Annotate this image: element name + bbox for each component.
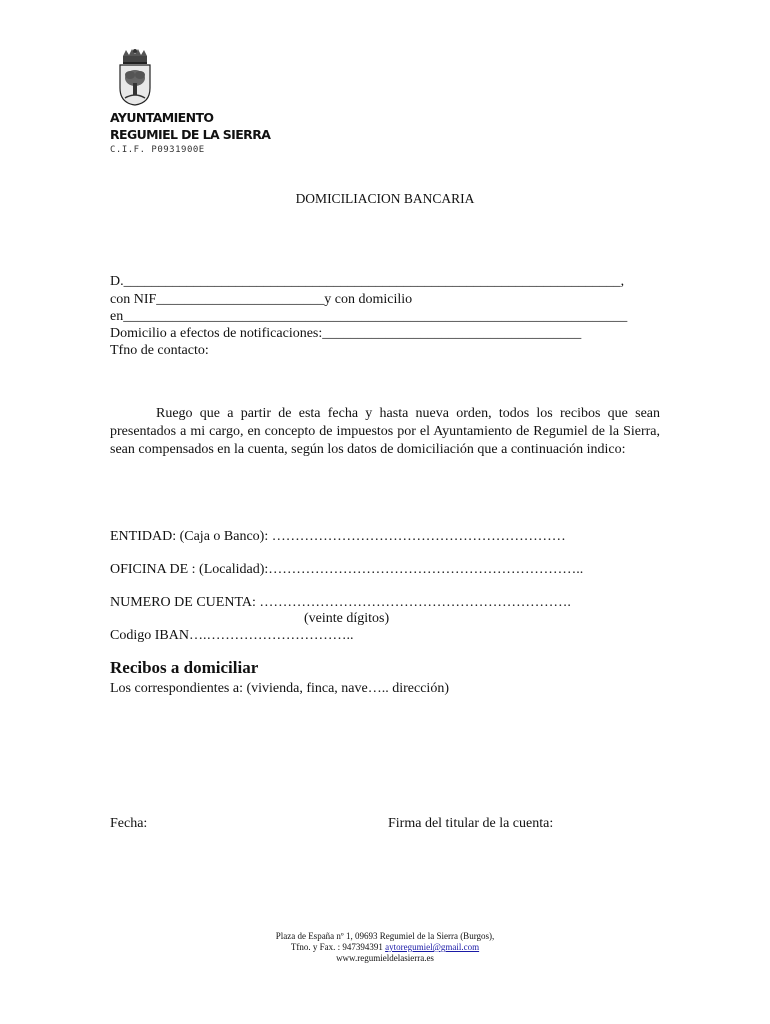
notification-address-field: Domicilio a efectos de notificaciones:_____________________________________ — [110, 326, 582, 341]
account-digits-note: (veinte dígitos) — [304, 611, 390, 626]
recibos-heading: Recibos a domiciliar — [110, 658, 259, 677]
footer-contact — [0, 942, 770, 953]
nif-field: ________________________ — [156, 292, 325, 307]
document-title: DOMICILIACION BANCARIA — [295, 191, 475, 206]
org-name-line2: REGUMIEL DE LA SIERRA — [110, 127, 271, 142]
request-paragraph-text: Ruego que a partir de esta fecha y hasta nueva orden, todos los recibos que sean presentados a mi cargo, en concepto de impuestos por el Ayuntamiento de Regumiel de la Sierra, sean compensados en la cuenta, según los datos de domiciliación que a continuación indico: — [110, 406, 660, 457]
cif-number: C.I.F. P0931900E — [110, 145, 205, 155]
footer-address: Plaza de España nº 1, 09693 Regumiel de la Sierra (Burgos), — [275, 931, 495, 941]
bank-office-field: OFICINA DE : (Localidad):………………………………………………………….. — [110, 562, 584, 577]
domicilio-label: y con domicilio — [324, 292, 413, 307]
footer-website: www.regumieldelasierra.es — [336, 953, 434, 963]
nif-label: con NIF — [110, 292, 157, 307]
org-name-line1: AYUNTAMIENTO — [110, 110, 214, 125]
footer-email-link[interactable]: aytoregumiel@gmail.com — [385, 942, 480, 952]
footer-phone: Tfno. y Fax. : 947394391 — [290, 942, 386, 952]
date-label: Fecha: — [110, 816, 148, 831]
coat-of-arms-icon — [117, 48, 153, 106]
phone-field: Tfno de contacto: — [110, 343, 209, 358]
signature-label: Firma del titular de la cuenta: — [388, 816, 554, 831]
address-field: en________________________________________________________________________ — [110, 309, 628, 324]
nif-row — [110, 291, 412, 308]
recibos-description: Los correspondientes a: (vivienda, finca, nave….. dirección) — [110, 681, 449, 696]
bank-entity-field: ENTIDAD: (Caja o Banco): ……………………………………………………… — [110, 529, 566, 544]
iban-field: Codigo IBAN….………………………….. — [110, 628, 354, 643]
request-paragraph — [110, 405, 660, 459]
account-number-field: NUMERO DE CUENTA: …………………………………………………………. — [110, 595, 571, 610]
name-field: D._______________________________________________________________________, — [110, 274, 625, 289]
